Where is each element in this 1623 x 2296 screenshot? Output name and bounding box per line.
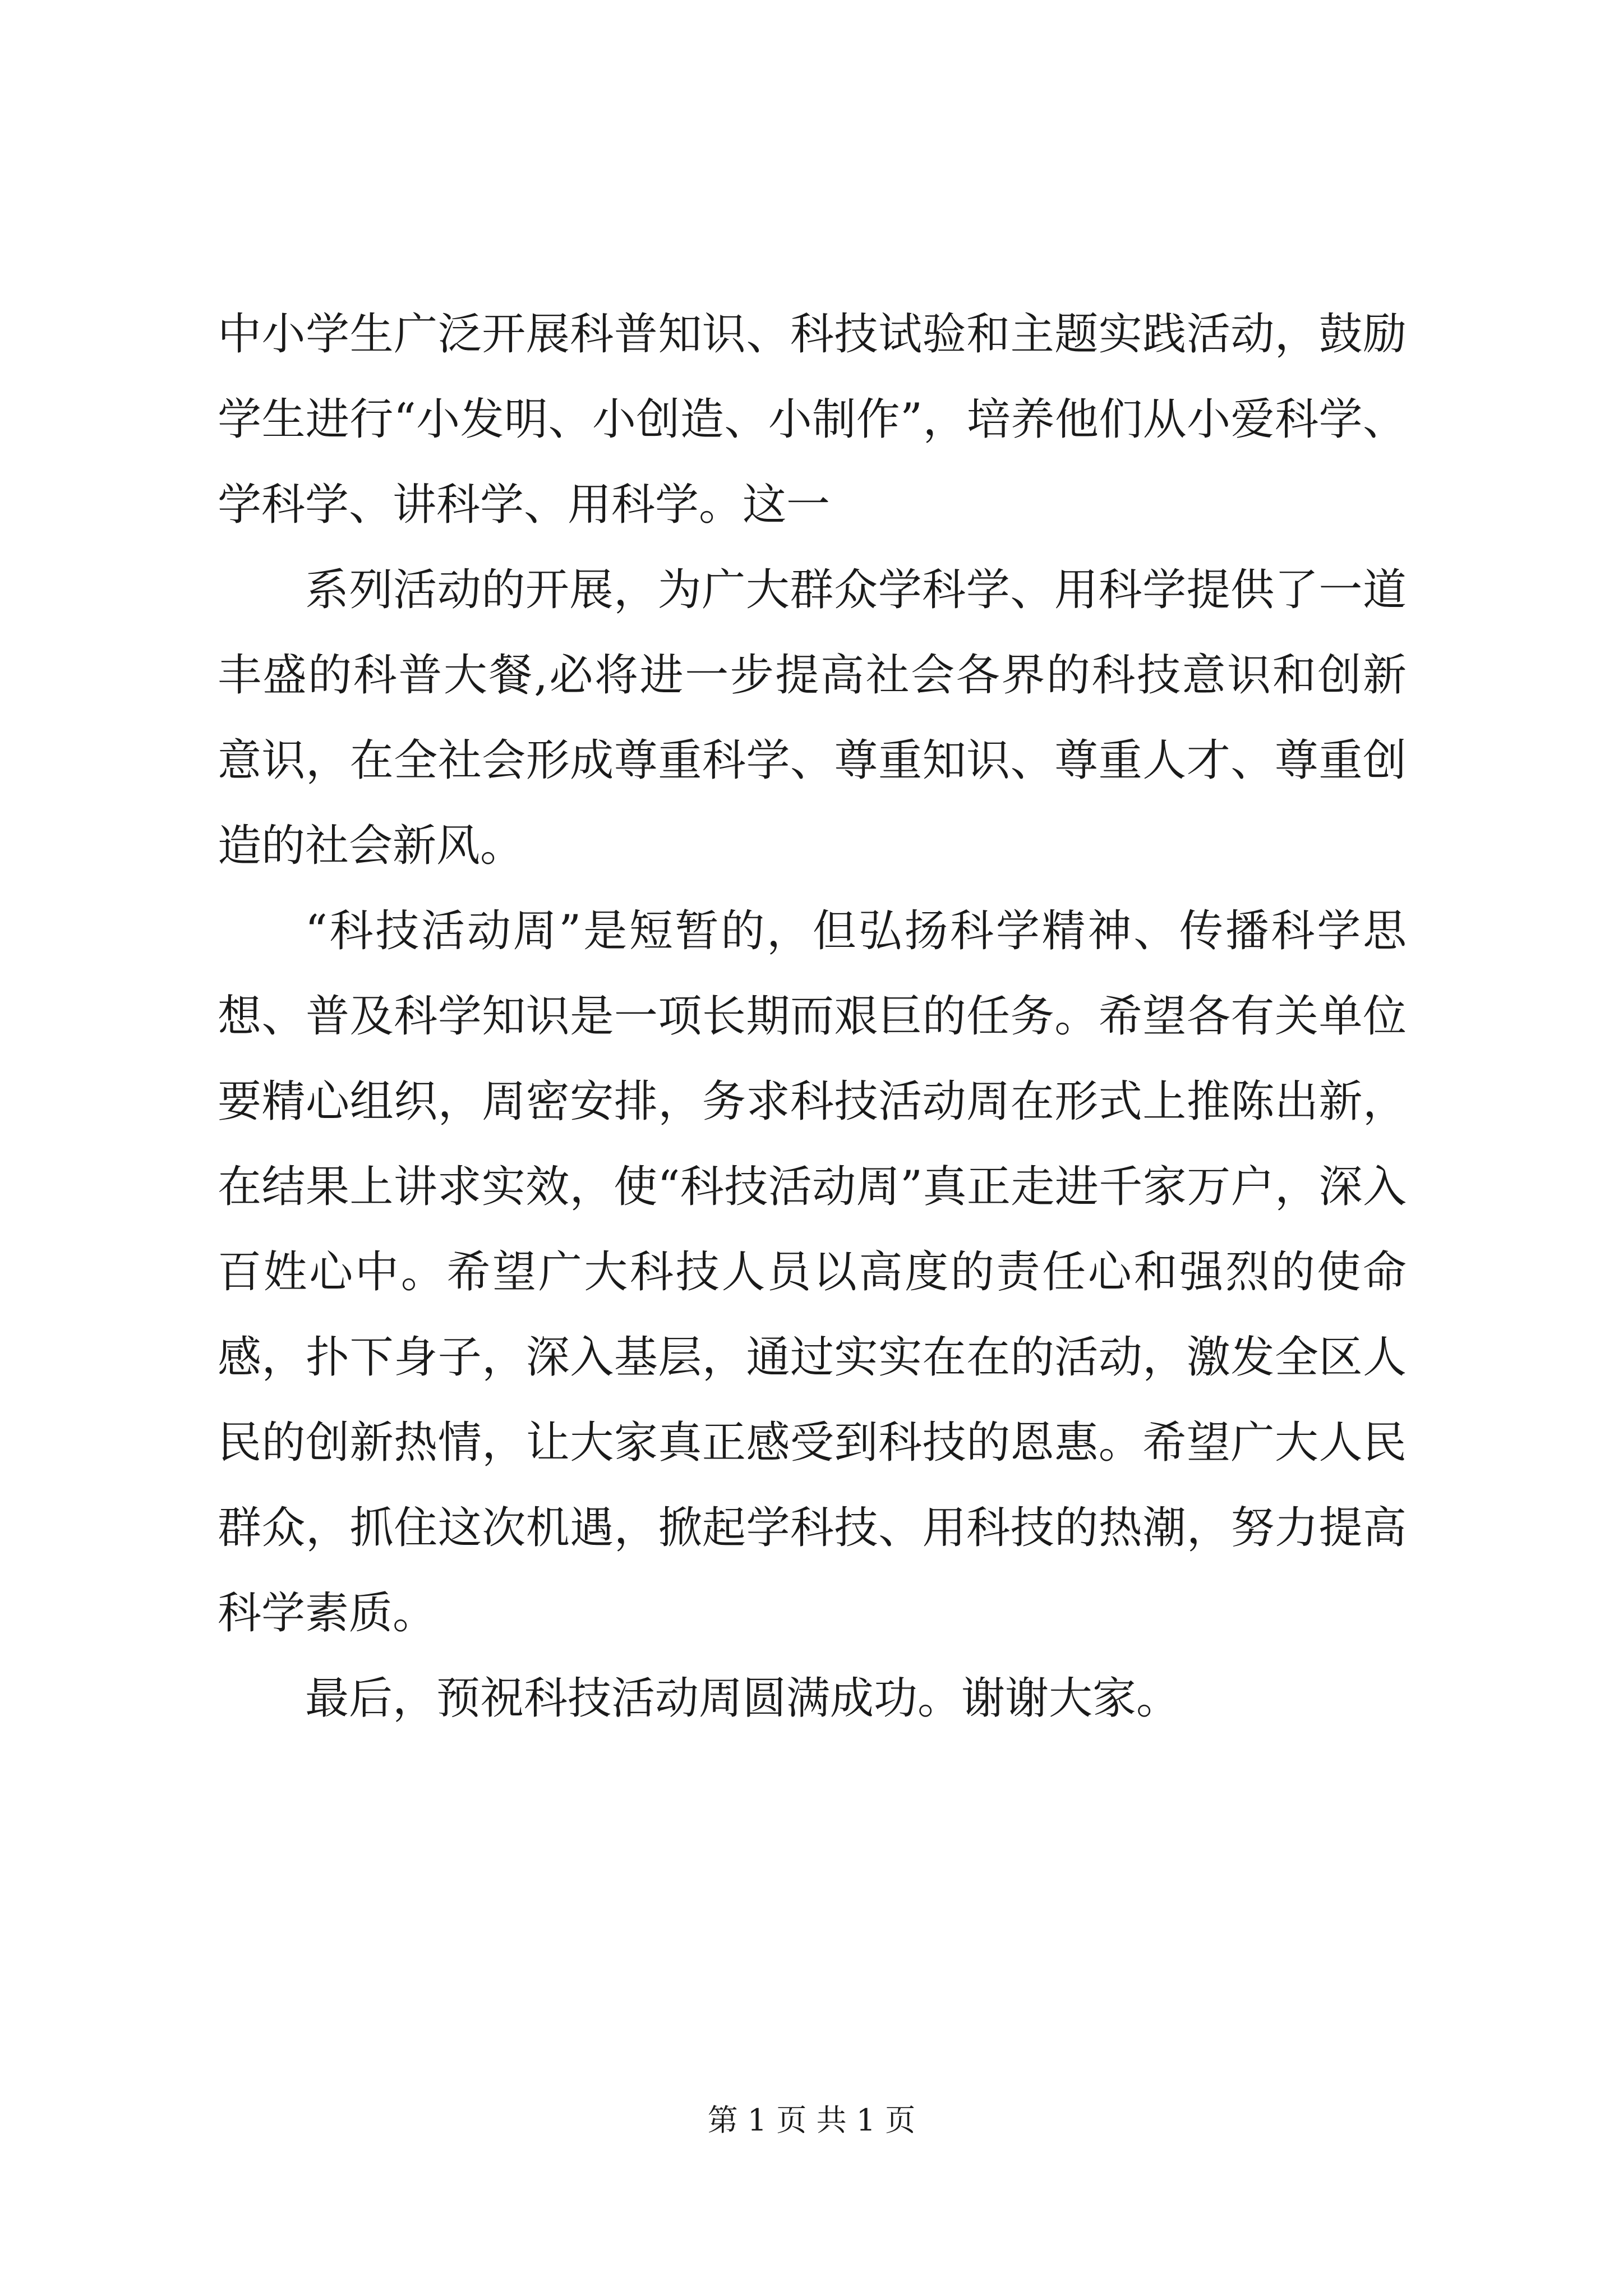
- document-body: [218, 292, 1407, 1741]
- paragraph-1: 中小学生广泛开展科普知识、科技试验和主题实践活动，鼓励学生进行“小发明、小创造、小制作”，培养他们从小爱科学、学科学、讲科学、用科学。这一: [218, 309, 1407, 530]
- paragraph-4: 最后，预祝科技活动周圆满成功。谢谢大家。: [305, 1673, 1181, 1724]
- page-footer: 第 1 页 共 1 页: [707, 2102, 916, 2138]
- paragraph-2: 系列活动的开展，为广大群众学科学、用科学提供了一道丰盛的科普大餐,必将进一步提高社会各界的科技意识和创新意识，在全社会形成尊重科学、尊重知识、尊重人才、尊重创造的社会新风。: [218, 565, 1407, 871]
- paragraph-3: “科技活动周”是短暂的，但弘扬科学精神、传播科学思想、普及科学知识是一项长期而艰巨的任务。希望各有关单位要精心组织，周密安排，务求科技活动周在形式上推陈出新，在结果上讲求实效，使“科技活动周”真正走进千家万户，深入百姓心中。希望广大科技人员以高度的责任心和强烈的使命感，扑下身子，深入基层，通过实实在在的活动，激发全区人民的创新热情，让大家真正感受到科技的恩惠。希望广大人民群众，抓住这次机遇，掀起学科技、用科技的热潮，努力提高科学素质。: [218, 906, 1407, 1639]
